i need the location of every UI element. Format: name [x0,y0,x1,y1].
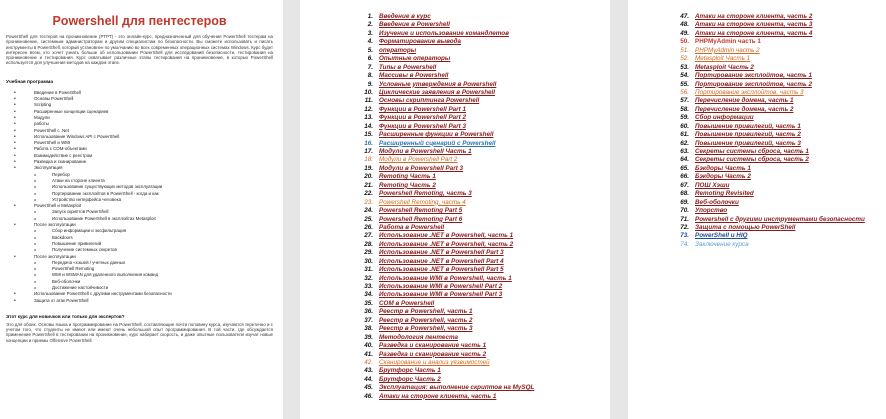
toc-item-number: 14. [364,122,373,130]
toc-item [360,266,610,274]
toc-item [676,114,886,122]
toc-item-number: 53. [680,63,689,71]
toc-item-number: 62. [680,139,689,147]
outline-subitem: o WMI и WSMAN для удаленного выполнения команд [34,272,273,278]
toc-item-number: 12. [364,105,373,113]
toc-item [360,173,610,181]
course-title: Powershell для пентестеров [52,14,227,28]
toc-item [360,367,610,375]
outline-subitem: o Повышение привилегий [34,241,273,247]
toc-item-number: 56. [680,88,689,96]
toc-item [360,97,610,105]
toc-item-number: 38. [364,325,373,333]
outline-item-label: Использование PowerShell с другими инструментами безопасности [34,291,172,297]
toc-item-link[interactable]: Разведка и сканирование часть 2 [379,350,487,358]
toc-item [676,123,886,131]
toc-item [676,81,886,89]
toc-item [360,359,610,367]
toc-item-number: 25. [364,215,373,223]
toc-item-number: 55. [680,80,689,88]
toc-item [360,241,610,249]
toc-item-link[interactable]: Атаки на стороне клиента, часть 3 [695,21,813,29]
toc-item [360,55,610,63]
toc-item-number: 58. [680,105,689,113]
toc-item [676,216,886,224]
toc-item [360,384,610,392]
toc-item-link[interactable]: Введение в курс [379,13,431,20]
program-outline [6,90,273,304]
toc-item-link[interactable]: Сбор информации [695,114,754,122]
outline-sublist [34,172,273,203]
toc-item-number: 31. [364,266,373,274]
outline-sublist [34,209,273,222]
toc-item-link[interactable]: ПОШ Хэши [695,181,730,189]
toc-item-link[interactable]: Remoting Revisited [695,190,754,198]
toc-item-link[interactable]: Брутфорс Часть 1 [379,367,441,375]
toc-item-number: 66. [680,173,689,181]
faq-question: Этот курс для новичков или только для экспертов? [6,313,125,319]
toc-item [676,232,886,240]
outline-item-label: работы [34,121,49,127]
toc-item-link[interactable]: Реестр в Powershell, часть 2 [379,316,473,324]
toc-item-link[interactable]: Условные утверждения в Powershell [379,80,497,88]
toc-item-link[interactable]: Защита с помощью PowerShell [695,223,796,231]
toc-item [360,207,610,215]
toc-item-number: 8. [367,72,373,80]
toc-item [676,207,886,215]
outline-subitem: o PowerShell Remoting [34,266,273,272]
toc-item-number: 73. [680,232,689,240]
toc-item [360,224,610,232]
outline-item-label: Основы PowerShell [34,96,74,102]
toc-item [676,97,886,105]
toc-item-number: 24. [364,207,373,215]
toc-item-link[interactable]: Сканирование и анализ уязвимостей [379,358,490,366]
toc-item [360,351,610,359]
toc-item [676,47,886,55]
outline-subitem: o Передача «хэшей / учетных данных [34,260,273,266]
toc-item-link[interactable]: Использование WMI в Powershell, часть 1 [379,274,512,282]
toc-item [360,131,610,139]
toc-item [676,21,886,29]
toc-item-number: 27. [364,232,373,240]
outline-subitem: o Сбор информации и эксфильтрация [34,228,273,234]
toc-item-number: 59. [680,114,689,122]
toc-page-middle [300,0,610,419]
toc-item-link[interactable]: Powershell Remoting Part 5 [379,207,463,215]
toc-item [676,241,886,249]
toc-item-number: 63. [680,148,689,155]
toc-item-number: 7. [367,63,373,71]
toc-item-number: 15. [364,131,373,139]
toc-item-number: 68. [680,190,689,198]
toc-item-link[interactable]: Атаки на стороне клиента, часть 1 [379,392,497,400]
toc-item-link[interactable]: PHPMyAdmin часть 2 [695,46,760,54]
toc-item [676,38,886,46]
toc-item-link[interactable]: Перечисление домена, часть 1 [695,97,794,105]
toc-item-number: 71. [680,215,689,223]
outline-subitem: o Использование PowerShell в эксплойтах Metasploit [34,216,273,222]
toc-item [360,165,610,173]
toc-item-number: 23. [364,198,373,206]
toc-item-link[interactable]: Портирование эксплойтов, часть 2 [695,80,812,88]
toc-item-number: 3. [367,29,373,37]
toc-item-number: 45. [364,384,373,392]
toc-item-number: 49. [680,29,689,37]
toc-item-number: 74. [680,240,689,248]
toc-item [360,283,610,291]
toc-item-link[interactable]: Расширенный сценарий с Powershell [379,139,496,147]
toc-item [676,64,886,72]
outline-subitem: o Получение системных секретов [34,247,273,253]
toc-item-link[interactable]: Веб-оболочки [695,198,739,206]
toc-item-link[interactable]: Атаки на стороне клиента, часть 2 [695,13,813,20]
toc-item-number: 5. [367,46,373,54]
toc-item-number: 50. [680,38,689,46]
toc-item-number: 67. [680,181,689,189]
toc-item-number: 29. [364,249,373,257]
toc-item-number: 43. [364,367,373,375]
toc-item-link[interactable]: Циклические заявления в Powershell [379,88,496,96]
toc-item-link[interactable]: Опытные операторы [379,55,451,63]
toc-item-link[interactable]: Секреты системы сброса, часть 1 [695,148,809,155]
toc-item-number: 26. [364,223,373,231]
toc-item-number: 46. [364,392,373,400]
toc-item-link[interactable]: Реестр в Powershell, часть 1 [379,308,473,316]
toc-item [360,258,610,266]
toc-item-link[interactable]: Функции в Powershell Part 1 [379,105,466,113]
toc-item-link[interactable]: Повышение привилегий, часть 3 [695,139,801,147]
toc-item [360,342,610,350]
toc-item-number: 64. [680,156,689,164]
toc-item-link[interactable]: Форматирование вывода [379,38,462,46]
toc-item [676,140,886,148]
toc-item-link[interactable]: Использование .NET в Powershell, часть 2 [379,240,514,248]
toc-item-number: 11. [364,97,373,105]
toc-item-number: 51. [680,46,689,54]
outline-subitem: o Веб-оболочки [34,279,273,285]
toc-item-link[interactable]: Портирование эксплойтов, часть 1 [695,72,812,80]
toc-item-link[interactable]: Модули в Powershell Часть 1 [379,148,472,155]
toc-item-number: 22. [364,190,373,198]
toc-item-link[interactable]: Эксплуатация: выполнение скриптов на MySQL [379,384,535,392]
outline-subitem: o Достижение настойчивости [34,285,273,291]
toc-item-number: 9. [367,80,373,88]
toc-item [360,291,610,299]
toc-item-number: 36. [364,308,373,316]
toc-item-link[interactable]: Типы в Powershell [379,63,437,71]
toc-item-link[interactable]: Powershell Remoting, часть 4 [379,198,466,206]
toc-item-number: 60. [680,122,689,130]
toc-item-link[interactable]: Использование WMI в Powershell Part 2 [379,283,503,290]
outline-sublist [34,260,273,291]
toc-list-middle [360,13,610,401]
toc-item-link[interactable]: Портирование эксплойтов, часть 3 [695,88,804,96]
toc-item [360,72,610,80]
toc-item [676,173,886,181]
toc-item-link[interactable]: Атаки на стороне клиента, часть 4 [695,29,813,37]
toc-item [360,308,610,316]
toc-item-number: 54. [680,72,689,80]
toc-item-number: 52. [680,55,689,63]
toc-item [676,190,886,198]
toc-item [676,224,886,232]
toc-item-number: 72. [680,223,689,231]
toc-item-link[interactable]: Remoting Часть 2 [379,181,436,189]
toc-item [360,334,610,342]
toc-item [360,190,610,198]
outline-item-label: Модули [34,114,50,120]
toc-item-link[interactable]: PowerShell и HIQ [695,232,748,240]
toc-item [360,300,610,308]
outline-item-label: Разведка и сканирование [34,159,87,165]
toc-item-link[interactable]: Реестр в Powershell, часть 3 [379,325,473,333]
toc-item [676,13,886,21]
outline-item-label: Взаимодействие с реестром [34,152,93,158]
outline-item-label: Эксплуатация [34,165,63,171]
outline-item [14,298,273,304]
toc-item-link[interactable]: Функции в Powershell Part 3 [379,122,466,130]
toc-item-number: 32. [364,274,373,282]
toc-item-link[interactable]: Использование .NET в Powershell, часть 1 [379,232,514,240]
toc-item-number: 10. [364,88,373,96]
toc-item-link[interactable]: Упорство [695,207,728,215]
toc-item [360,156,610,164]
toc-item-number: 48. [680,21,689,29]
toc-item-number: 41. [364,350,373,358]
toc-item-number: 2. [367,21,373,29]
toc-item [360,393,610,401]
toc-item [676,55,886,63]
toc-item [360,38,610,46]
toc-item-link[interactable]: Изучение и использование командлетов [379,29,509,37]
toc-item-link[interactable]: Брутфорс Часть 2 [379,375,441,383]
toc-item-number: 1. [367,13,373,20]
toc-item-number: 28. [364,240,373,248]
toc-item-number: 6. [367,55,373,63]
toc-item [360,89,610,97]
toc-item-number: 17. [364,148,373,155]
toc-item [360,249,610,257]
toc-item-number: 42. [364,358,373,366]
toc-item [360,64,610,72]
toc-item-link[interactable]: Разведка и сканирование часть 1 [379,342,487,350]
toc-item-number: 37. [364,316,373,324]
outline-item [14,203,273,222]
toc-item [360,325,610,333]
outline-item-label: PowerShell с .Net [34,127,69,133]
outline-sublist [34,228,273,253]
toc-item [676,182,886,190]
toc-item-link[interactable]: Перечисление домена, часть 2 [695,105,794,113]
toc-item-link[interactable]: Powershell с другими инструментами безопасности [695,215,865,223]
toc-item-link[interactable]: Массивы в Powershell [379,72,449,80]
outline-item-label: После эксплуатации [34,222,76,228]
outline-item [14,222,273,253]
toc-item [676,156,886,164]
toc-item-link[interactable]: Заключение курса [695,240,749,248]
toc-item-number: 39. [364,333,373,341]
toc-item [360,47,610,55]
toc-item-number: 40. [364,342,373,350]
outline-item [14,165,273,203]
outline-item-label: Защита от атак PowerShell [34,297,89,303]
toc-item-link[interactable]: Модули в Powershell Part 3 [379,164,464,172]
toc-item [676,106,886,114]
toc-item [360,275,610,283]
toc-item-link[interactable]: Использование .NET в Powershell Part 3 [379,249,504,257]
toc-item-number: 70. [680,207,689,215]
toc-item-number: 16. [364,139,373,147]
toc-item [360,21,610,29]
toc-item-link[interactable]: PHPMyAdmin часть 1 [695,38,761,46]
toc-item-link[interactable]: Powershell Remoting, часть 3 [379,190,472,198]
toc-item-number: 33. [364,283,373,290]
toc-item [360,140,610,148]
toc-item-number: 65. [680,164,689,172]
toc-item-link[interactable]: Работа в Powershell [379,223,445,231]
toc-item [676,30,886,38]
toc-item-link[interactable]: Бэкдоры Часть 2 [695,173,751,181]
toc-item [360,106,610,114]
outline-item-label: Введение в PowerShell [34,89,81,95]
toc-item-link[interactable]: Использование .NET в Powershell Part 5 [379,266,504,274]
toc-item-link[interactable]: Повышение привилегий, часть 2 [695,131,801,139]
toc-item [360,81,610,89]
toc-item-link[interactable]: Модули в Powershell Part 2 [379,156,458,164]
toc-item [360,182,610,190]
toc-item [676,72,886,80]
toc-item [360,123,610,131]
toc-item-link[interactable]: Remoting Часть 1 [379,173,436,181]
outline-subitem: o Запуск скриптов PowerShell [34,209,273,215]
toc-item-link[interactable]: Metasploit Часть 2 [695,63,754,71]
toc-item-number: 13. [364,114,373,122]
outline-item-label: Работа с COM-объектами [34,146,87,152]
toc-item-number: 18. [364,156,373,164]
toc-item [360,317,610,325]
outline-item-label: PowerShell и Metasploit [34,203,82,209]
toc-item [360,199,610,207]
toc-item-number: 47. [680,13,689,20]
toc-item [676,131,886,139]
toc-item-link[interactable]: операторы [379,46,417,54]
toc-item-number: 20. [364,173,373,181]
toc-item-link[interactable]: Методология пентеста [379,333,459,341]
toc-item-link[interactable]: Основы скриптинга Powershell [379,97,480,105]
outline-subitem: o Устройство интерфейса человека [34,197,273,203]
toc-item-number: 21. [364,181,373,189]
outline-item [14,254,273,292]
toc-item [360,232,610,240]
toc-item-number: 69. [680,198,689,206]
toc-item-link[interactable]: COM в Powershell [379,299,435,307]
toc-item-number: 4. [367,38,373,46]
toc-item-link[interactable]: Секреты системы сброса, часть 2 [695,156,809,164]
toc-item-link[interactable]: Введение в Powershell [379,21,450,29]
outline-subitem: o Backdoors [34,235,273,241]
toc-item-link[interactable]: Повышение привилегий, часть 1 [695,122,801,130]
toc-item-link[interactable]: Metasploit Часть 1 [695,55,751,63]
toc-list-right [676,13,886,249]
toc-item-link[interactable]: Расширенные функции в Powershell [379,131,494,139]
outline-subitem: o Использование существующих методов эксплуатации [34,184,273,190]
toc-item-number: 57. [680,97,689,105]
toc-item-number: 19. [364,164,373,172]
toc-item [360,114,610,122]
outline-item-label: PowerShell и WMI [34,140,71,146]
toc-item-link[interactable]: Функции в Powershell Part 2 [379,114,466,122]
toc-item-number: 61. [680,131,689,139]
outline-item-label: Расширенные концепции сценариев [34,108,109,114]
course-intro: PowerShell для тестеров на проникновение (PTPT) - это онлайн-курс, предназначенный для обучения PowerShell тестерам на проникновение, системным администраторам и другим специалистам по безопасности. Вы сможете использовать и писать инструменты в PowerShell, который установлен по умолчанию во всех современных операционных системах Windows. Курс будет интересен всем, кто хочет узнать больше об использовании PowerShell для исследований безопасности, тестирования на проникновение и тестирования. Курс охватывает различные этапы тестирования на проникновение, в которых PowerShell используется для улучшения методов на каждом этапе. [6,34,273,66]
outline-subitem: o Перебор [34,172,273,178]
toc-item [360,376,610,384]
toc-item-number: 30. [364,257,373,265]
toc-item [360,216,610,224]
toc-item [676,199,886,207]
toc-item-link[interactable]: Использование WMI в Powershell Part 3 [379,291,503,299]
program-heading: Учебная программа [6,79,54,85]
faq-answer: Это для обоих. Основы языка и программирование на PowerShell, составляющие почти половину курса, изучаются теретично и с учетом того, что студенты не имеют или имеют очень небольшой опыт программирования. В той части, где обсуждается применение PowerShell в тестировании на проникновение, курс набирает скорость, и даже опытные пользователи изучат новые концепции и приемы Offensive PowerShell. [6,321,273,343]
toc-page-right [628,0,886,419]
course-page [0,0,283,419]
outline-item-label: Scripting [34,102,52,108]
toc-item-link[interactable]: Использование .NET в Powershell Part 4 [379,257,504,265]
toc-item-number: 35. [364,299,373,307]
outline-subitem: o Портирование эксплойтов в PowerShell - когда и как [34,191,273,197]
outline-subitem: o Атаки на стороне клиента [34,178,273,184]
toc-item-link[interactable]: Бэкдоры Часть 1 [695,164,751,172]
outline-item-label: Использование Windows API с PowerShell [34,133,120,139]
toc-item-link[interactable]: Powershell Remoting Part 6 [379,215,463,223]
toc-item-number: 34. [364,291,373,299]
toc-item-number: 44. [364,375,373,383]
outline-item-label: После эксплуатации [34,253,76,259]
